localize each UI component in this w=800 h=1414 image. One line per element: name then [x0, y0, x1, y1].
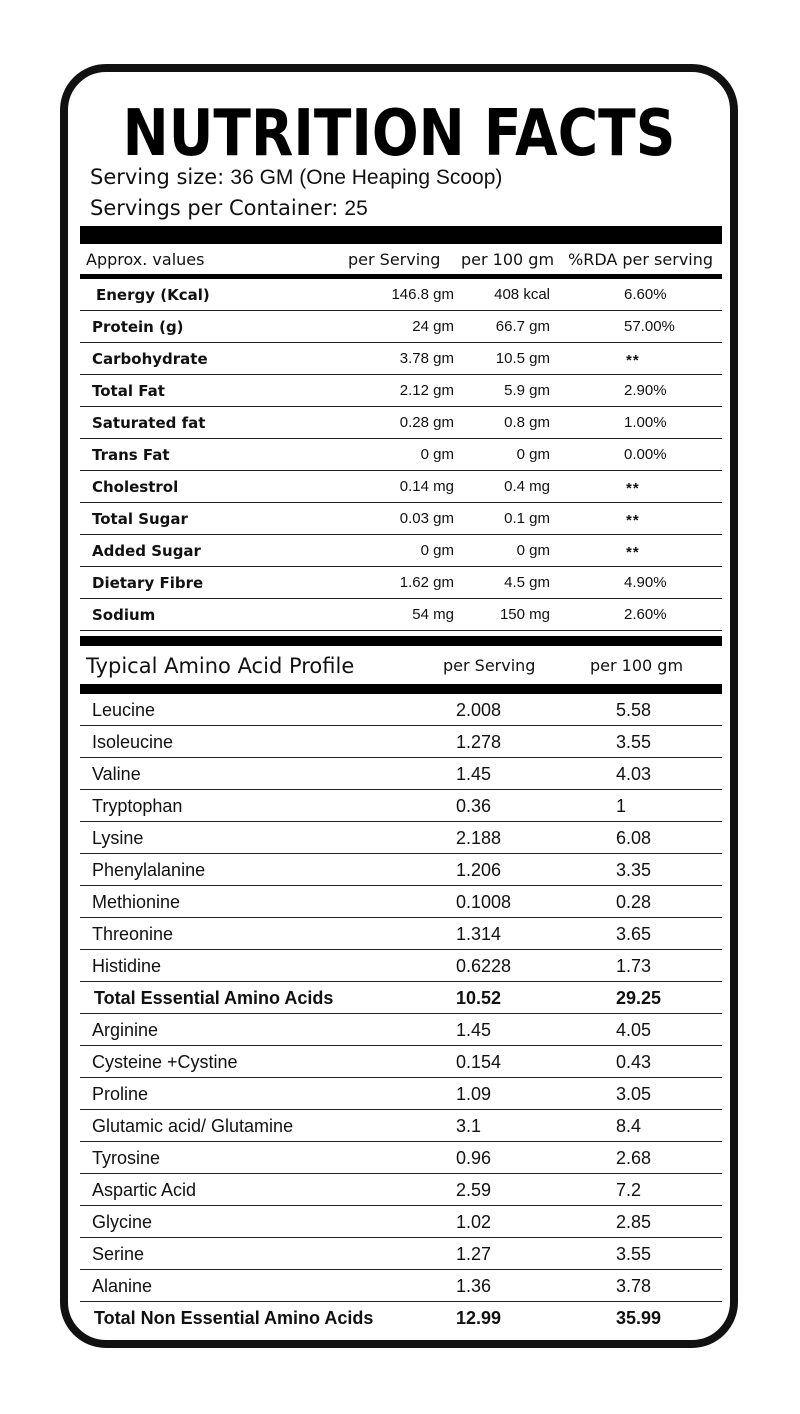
- nutrient-name: Protein (g): [92, 318, 184, 336]
- nutrient-name: Total Fat: [92, 382, 165, 400]
- nutrient-name: Cholestrol: [92, 478, 179, 496]
- amino-row: [80, 1206, 722, 1238]
- amino-name: Glutamic acid/ Glutamine: [92, 1116, 294, 1136]
- nutrient-rda: 1.00%: [624, 414, 667, 431]
- amino-name: Aspartic Acid: [92, 1180, 197, 1200]
- amino-per-serving: 1.09: [456, 1084, 492, 1104]
- amino-per-100gm: 2.85: [616, 1212, 652, 1232]
- amino-name: Leucine: [92, 700, 156, 720]
- amino-name: Serine: [92, 1244, 145, 1264]
- nutrient-per-100gm: 0 gm: [516, 542, 550, 559]
- nutrient-per-100gm: 0 gm: [516, 446, 550, 463]
- serving-size-line: [90, 162, 502, 193]
- amino-header-row: [80, 646, 722, 684]
- amino-per-100gm: 6.08: [616, 828, 652, 848]
- amino-per-serving: 0.1008: [456, 892, 512, 912]
- amino-per-100gm: 3.05: [616, 1084, 652, 1104]
- nutrient-per-serving: 0.28 gm: [399, 414, 454, 431]
- nutrient-per-100gm: 66.7 gm: [495, 318, 550, 335]
- amino-row: [80, 790, 722, 822]
- amino-row: [80, 854, 722, 886]
- nutrient-per-serving: 0 gm: [420, 446, 454, 463]
- nutrient-name: Dietary Fibre: [92, 574, 204, 592]
- amino-per-serving: 1.45: [456, 1020, 492, 1040]
- amino-per-serving: 12.99: [456, 1308, 502, 1328]
- amino-name: Total Essential Amino Acids: [94, 988, 334, 1008]
- nutrient-per-100gm: 408 kcal: [494, 286, 550, 303]
- amino-per-100gm: 0.43: [616, 1052, 652, 1072]
- amino-per-serving: 2.008: [456, 700, 502, 720]
- nutrient-row: [80, 343, 722, 375]
- nutrient-per-100gm: 0.8 gm: [504, 414, 550, 431]
- amino-name: Cysteine +Cystine: [92, 1052, 238, 1072]
- amino-name: Proline: [92, 1084, 149, 1104]
- amino-name: Phenylalanine: [92, 860, 206, 880]
- header-per-100gm: per 100 gm: [461, 250, 555, 269]
- amino-per-100gm: 4.05: [616, 1020, 652, 1040]
- amino-per-serving: 1.45: [456, 764, 492, 784]
- serving-size-value: 36 GM (One Heaping Scoop): [230, 166, 503, 189]
- amino-row: [80, 694, 722, 726]
- amino-row: [80, 1270, 722, 1302]
- nutrient-name: Sodium: [92, 606, 156, 624]
- nutrient-rda: **: [626, 544, 640, 561]
- nutrient-row: [80, 439, 722, 471]
- nutrient-per-serving: 146.8 gm: [391, 286, 454, 303]
- nutrient-per-100gm: 150 mg: [499, 606, 550, 623]
- amino-divider-bar: [80, 636, 722, 646]
- amino-header-underline-bar: [80, 684, 722, 694]
- amino-total-row: [80, 1302, 722, 1333]
- amino-per-serving: 0.6228: [456, 956, 512, 976]
- amino-per-100gm: 3.55: [616, 732, 652, 752]
- amino-per-serving: 0.154: [456, 1052, 502, 1072]
- amino-row: [80, 886, 722, 918]
- amino-name: Total Non Essential Amino Acids: [94, 1308, 374, 1328]
- servings-label: Servings per Container:: [90, 196, 339, 220]
- nutrient-row: [80, 567, 722, 599]
- nutrient-rda: 2.60%: [624, 606, 667, 623]
- amino-per-serving: 10.52: [456, 988, 502, 1008]
- amino-per-serving: 2.59: [456, 1180, 492, 1200]
- nutrient-per-serving: 3.78 gm: [399, 350, 454, 367]
- amino-per-serving: 1.36: [456, 1276, 492, 1296]
- nutrient-per-serving: 0.03 gm: [399, 510, 454, 527]
- amino-row: [80, 1110, 722, 1142]
- header-rda: %RDA per serving: [568, 250, 714, 269]
- amino-row: [80, 1078, 722, 1110]
- nutrient-rda: **: [626, 512, 640, 529]
- nutrient-rda: 0.00%: [624, 446, 667, 463]
- amino-header-per-serving: per Serving: [443, 656, 536, 675]
- amino-per-100gm: 5.58: [616, 700, 652, 720]
- nutrient-per-serving: 24 gm: [412, 318, 454, 335]
- nutrient-per-serving: 0 gm: [420, 542, 454, 559]
- amino-row: [80, 1142, 722, 1174]
- amino-per-serving: 1.02: [456, 1212, 492, 1232]
- nutrient-name: Trans Fat: [92, 446, 170, 464]
- amino-per-serving: 0.96: [456, 1148, 492, 1168]
- servings-per-container-line: [90, 193, 502, 224]
- nutrient-per-serving: 2.12 gm: [399, 382, 454, 399]
- nutrient-per-100gm: 4.5 gm: [504, 574, 550, 591]
- nutrition-label-panel: [60, 64, 738, 1348]
- serving-info: [90, 162, 502, 224]
- nutrient-per-100gm: 5.9 gm: [504, 382, 550, 399]
- nutrient-name: Carbohydrate: [92, 350, 208, 368]
- nutrient-row: [80, 503, 722, 535]
- nutrient-row: [80, 375, 722, 407]
- amino-per-100gm: 35.99: [616, 1308, 662, 1328]
- amino-per-100gm: 1.73: [616, 956, 652, 976]
- amino-row: [80, 726, 722, 758]
- serving-size-label: Serving size:: [90, 165, 225, 189]
- amino-per-serving: 2.188: [456, 828, 502, 848]
- nutrient-name: Total Sugar: [92, 510, 188, 528]
- amino-name: Tryptophan: [92, 796, 183, 816]
- nutrient-rda: **: [626, 480, 640, 497]
- amino-per-serving: 1.27: [456, 1244, 492, 1264]
- amino-per-100gm: 7.2: [616, 1180, 642, 1200]
- nutrient-row: [80, 471, 722, 503]
- amino-per-100gm: 3.78: [616, 1276, 652, 1296]
- amino-per-serving: 0.36: [456, 796, 492, 816]
- amino-per-serving: 1.278: [456, 732, 502, 752]
- header-approx-values: Approx. values: [86, 250, 205, 269]
- nutrient-row: [80, 535, 722, 567]
- amino-name: Threonine: [92, 924, 174, 944]
- amino-row: [80, 758, 722, 790]
- amino-row: [80, 918, 722, 950]
- amino-header-title: Typical Amino Acid Profile: [86, 654, 355, 678]
- amino-total-row: [80, 982, 722, 1014]
- nutrient-rda: 4.90%: [624, 574, 667, 591]
- nutrient-rda: 57.00%: [624, 318, 675, 335]
- amino-row: [80, 1046, 722, 1078]
- amino-row: [80, 1174, 722, 1206]
- amino-per-100gm: 29.25: [616, 988, 662, 1008]
- nutrient-per-100gm: 0.1 gm: [504, 510, 550, 527]
- amino-name: Lysine: [92, 828, 144, 848]
- amino-per-100gm: 3.55: [616, 1244, 652, 1264]
- amino-per-100gm: 1: [616, 796, 627, 816]
- amino-per-serving: 1.206: [456, 860, 502, 880]
- amino-per-serving: 3.1: [456, 1116, 482, 1136]
- amino-per-100gm: 3.35: [616, 860, 652, 880]
- amino-name: Arginine: [92, 1020, 159, 1040]
- amino-name: Valine: [92, 764, 141, 784]
- nutrient-row: [80, 407, 722, 439]
- top-divider-bar: [80, 226, 722, 244]
- nutrient-row: [80, 599, 722, 631]
- amino-per-100gm: 3.65: [616, 924, 652, 944]
- amino-name: Methionine: [92, 892, 181, 912]
- amino-name: Tyrosine: [92, 1148, 161, 1168]
- nutrient-per-100gm: 0.4 mg: [504, 478, 550, 495]
- amino-per-100gm: 0.28: [616, 892, 652, 912]
- amino-per-serving: 1.314: [456, 924, 502, 944]
- amino-row: [80, 1238, 722, 1270]
- nutrition-header-row: [80, 244, 722, 274]
- page-title: NUTRITION FACTS: [122, 97, 676, 171]
- nutrient-name: Energy (Kcal): [96, 286, 210, 304]
- amino-name: Histidine: [92, 956, 162, 976]
- amino-per-100gm: 8.4: [616, 1116, 642, 1136]
- amino-row: [80, 822, 722, 854]
- nutrient-rda: 2.90%: [624, 382, 667, 399]
- nutrient-name: Added Sugar: [92, 542, 201, 560]
- nutrient-per-100gm: 10.5 gm: [495, 350, 550, 367]
- amino-row: [80, 1014, 722, 1046]
- header-per-serving: per Serving: [348, 250, 441, 269]
- amino-per-100gm: 2.68: [616, 1148, 652, 1168]
- amino-row: [80, 950, 722, 982]
- nutrient-rda: 6.60%: [624, 286, 667, 303]
- nutrient-rda: **: [626, 352, 640, 369]
- amino-name: Isoleucine: [92, 732, 174, 752]
- nutrient-row: [80, 279, 722, 311]
- amino-header-per-100gm: per 100 gm: [590, 656, 684, 675]
- amino-name: Alanine: [92, 1276, 153, 1296]
- nutrient-per-serving: 54 mg: [412, 606, 454, 623]
- nutrient-per-serving: 1.62 gm: [399, 574, 454, 591]
- amino-name: Glycine: [92, 1212, 153, 1232]
- nutrient-row: [80, 311, 722, 343]
- nutrient-per-serving: 0.14 mg: [399, 478, 454, 495]
- servings-value: 25: [344, 197, 368, 220]
- amino-per-100gm: 4.03: [616, 764, 652, 784]
- nutrient-name: Saturated fat: [92, 414, 206, 432]
